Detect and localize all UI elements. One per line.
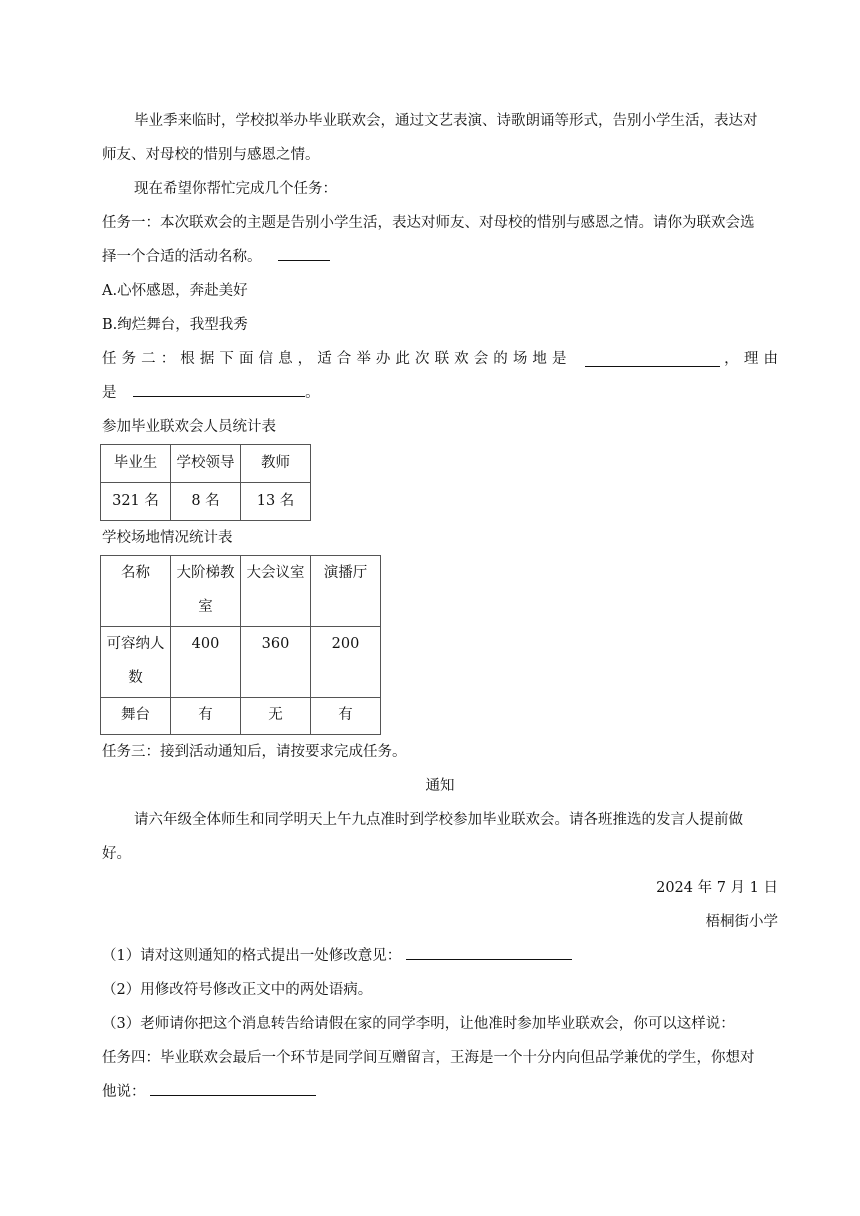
char: 会 — [473, 351, 489, 367]
char: ： — [160, 351, 176, 367]
char: 。 — [305, 385, 320, 401]
table-header-cell: 学校领导 — [171, 445, 241, 483]
task4-line-2 — [102, 1075, 778, 1109]
table2-caption: 学校场地情况统计表 — [102, 530, 233, 546]
task1-line-2-text: 择一个合适的活动名称。 — [102, 249, 262, 265]
char: 此 — [395, 351, 410, 367]
task2-reason-blank[interactable] — [133, 382, 305, 397]
char: 适 — [317, 351, 332, 367]
char: 场 — [512, 351, 528, 367]
char: 的 — [493, 351, 508, 367]
table-cell: 可容纳人数 — [101, 627, 171, 698]
table-header-cell: 毕业生 — [101, 445, 171, 483]
task3-q1-blank[interactable] — [406, 945, 572, 960]
table-cell: 有 — [311, 698, 381, 735]
table-cell: 13 名 — [241, 483, 311, 521]
task1-line-2 — [102, 240, 778, 274]
table1-caption: 参加毕业联欢会人员统计表 — [102, 419, 276, 435]
table-cell: 400 — [171, 627, 241, 698]
intro-line-3: 现在希望你帮忙完成几个任务： — [134, 181, 337, 197]
intro-line-2: 师友、对母校的惜别与感恩之情。 — [102, 147, 320, 163]
char: 欢 — [454, 351, 469, 367]
task2-venue-blank[interactable] — [585, 352, 721, 367]
task3-line: 任务三：接到活动通知后，请按要求完成任务。 — [102, 744, 407, 760]
char: 由 — [763, 351, 778, 367]
document-page — [102, 104, 778, 1109]
char: 信 — [258, 351, 273, 367]
table-cell: 舞台 — [101, 698, 171, 735]
table-row — [101, 556, 381, 627]
char: 联 — [434, 351, 450, 367]
char: 务 — [121, 351, 137, 367]
task3-question-2: （2）用修改符号修改正文中的两处语病。 — [102, 982, 373, 998]
question-text: 他说： — [102, 1084, 146, 1100]
notice-line-1: 请六年级全体师生和同学明天上午九点准时到学校参加毕业联欢会。请各班推选的发言人提前做 — [134, 812, 743, 828]
table-row — [101, 698, 381, 735]
table-cell: 360 — [241, 627, 311, 698]
task2-line-1 — [102, 342, 778, 376]
char: 次 — [415, 351, 430, 367]
question-text: （1）请对这则通知的格式提出一处修改意见： — [102, 948, 402, 964]
task2-question — [102, 342, 567, 376]
task3-question-3: （3）老师请你把这个消息转告给请假在家的同学李明，让他准时参加毕业联欢会，你可以这样说： — [102, 1016, 735, 1032]
table-cell: 无 — [241, 698, 311, 735]
task1-option-a: A.心怀感恩，奔赴美好 — [102, 283, 248, 299]
task4-line-1: 任务四：毕业联欢会最后一个环节是同学间互赠留言，王海是一个十分内向但品学兼优的学生，你想对 — [102, 1050, 755, 1066]
notice-date: 2024 年 7 月 1 日 — [656, 880, 778, 896]
char: ， — [724, 351, 739, 367]
table-cell: 321 名 — [101, 483, 171, 521]
task1-line-1: 任务一：本次联欢会的主题是告别小学生活，表达对师友、对母校的惜别与感恩之情。请你为联欢会选 — [102, 215, 755, 231]
table-header-cell: 名称 — [101, 556, 171, 627]
task3-question-1 — [102, 939, 778, 973]
char: 任 — [102, 351, 117, 367]
char: 地 — [532, 351, 547, 367]
notice-line-2: 好。 — [102, 846, 131, 862]
table-header-cell: 大会议室 — [241, 556, 311, 627]
intro-line-1: 毕业季来临时，学校拟举办毕业联欢会，通过文艺表演、诗歌朗诵等形式，告别小学生活，表达对 — [134, 113, 758, 129]
char: 举 — [356, 351, 371, 367]
char: 是 — [102, 385, 117, 401]
char: 息 — [278, 351, 293, 367]
char: 是 — [551, 351, 567, 367]
table-row — [101, 483, 311, 521]
char: 面 — [238, 351, 254, 367]
table-cell: 有 — [171, 698, 241, 735]
table-row — [101, 445, 311, 483]
table-header-cell: 大阶梯教室 — [171, 556, 241, 627]
task2-line-2 — [102, 376, 778, 410]
table-cell: 8 名 — [171, 483, 241, 521]
notice-title: 通知 — [425, 778, 455, 794]
task2-reason-label — [724, 342, 778, 376]
char: 合 — [336, 351, 352, 367]
char: 下 — [219, 351, 234, 367]
char: 理 — [743, 351, 759, 367]
task1-answer-blank[interactable] — [278, 246, 330, 261]
notice-signature: 梧桐街小学 — [705, 914, 778, 930]
table-header-cell: 演播厅 — [311, 556, 381, 627]
char: 据 — [199, 351, 215, 367]
task4-answer-blank[interactable] — [150, 1081, 316, 1096]
table-cell: 200 — [311, 627, 381, 698]
char: 二 — [141, 351, 156, 367]
char: 办 — [375, 351, 391, 367]
venue-table — [100, 555, 381, 735]
char: ， — [297, 351, 313, 367]
attendance-table — [100, 444, 311, 521]
task1-option-b: B.绚烂舞台，我型我秀 — [102, 317, 248, 333]
char: 根 — [180, 351, 195, 367]
table-row — [101, 627, 381, 698]
table-header-cell: 教师 — [241, 445, 311, 483]
